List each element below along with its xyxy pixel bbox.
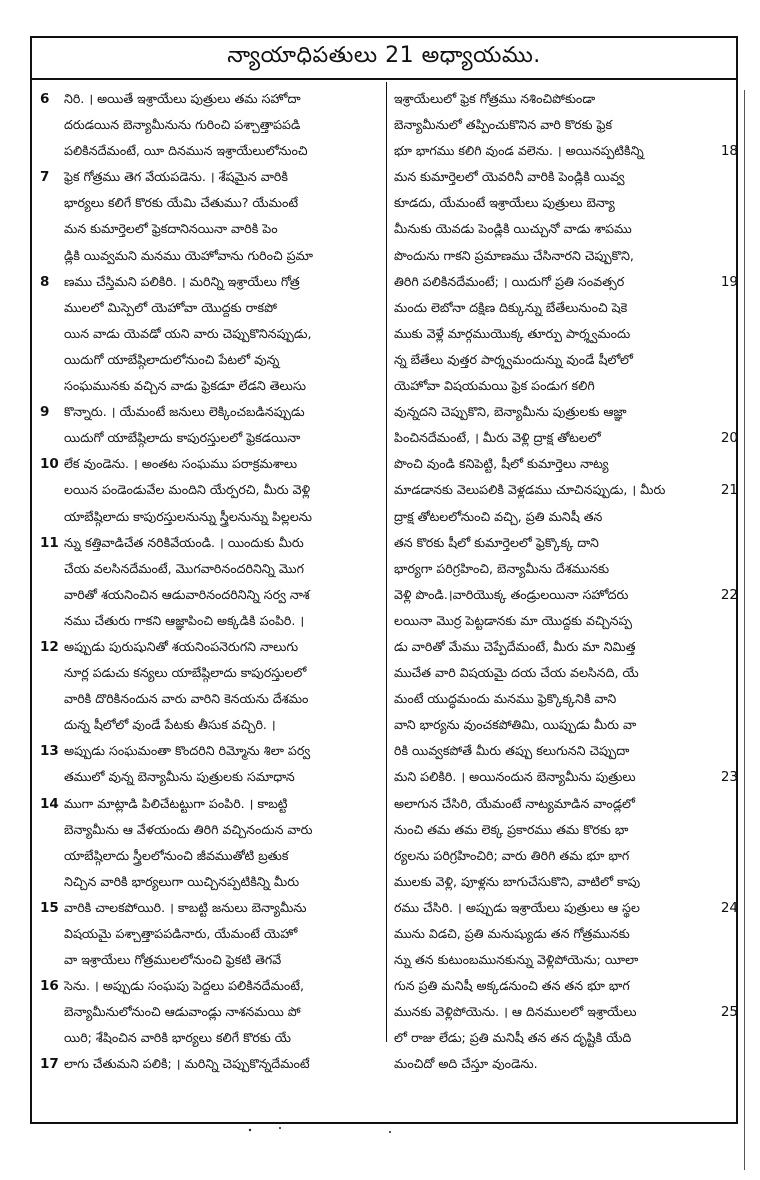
verse-line [40, 712, 380, 738]
verse-line [394, 947, 738, 973]
line-text: చేయ వలసినదేమంటే, మొగవారినందరినిన్ని మొగ [64, 560, 304, 576]
verse-line [394, 164, 738, 190]
verse-line [394, 764, 738, 790]
verse-number: 9 [40, 404, 50, 421]
verse-line [40, 112, 380, 138]
verse-line [394, 451, 738, 477]
line-text: వారితో శయనించిన ఆడువారినందరినిన్ని సర్వ నాశ [64, 586, 310, 602]
verse-line [394, 973, 738, 999]
verse-line [40, 477, 380, 503]
line-text: తన కొరకు షీలో కుమార్తెలలో ఫ్రెక్కొక్క దాని [394, 534, 599, 550]
verse-line [40, 582, 380, 608]
line-text: ర్యలను పరిగ్రహించిరి; వారు తిరిగి తమ భూ భాగ [394, 847, 630, 863]
verse-line [394, 582, 738, 608]
line-text: ముచేత వారి విషయమై దయ చేయ వలసినది, యే [394, 665, 639, 681]
line-text: వారికి దొరికినందున వారు వారిని కెనయను దేశమం [64, 691, 309, 707]
verse-line [394, 243, 738, 269]
line-text: యిరి; శేషించిన వారికి భార్యలు కలిగే కొరకు యే [64, 1030, 291, 1046]
line-text: రికి యివ్వకపోతే మీరు తప్పు కలుగునని చెప్పుదా [394, 743, 630, 759]
verse-line [40, 530, 380, 556]
line-text: యిదుగో యాబేష్గిలాదులోనుంచి పేటలో వున్న [64, 351, 280, 367]
verse-line [40, 999, 380, 1025]
verse-line [394, 921, 738, 947]
line-text: యాబేష్గిలాదు స్త్రీలలోనుంచి జీవముతోటి బ్రతుక [64, 847, 289, 863]
verse-line [394, 216, 738, 242]
verse-line [394, 373, 738, 399]
line-text: నుంచి తమ తమ లెక్క ప్రకారము తమ కొరకు భా [394, 821, 629, 837]
verse-line [394, 712, 738, 738]
line-text: వున్నదని చెప్పుకొని, బెన్యామీను పుత్రులకు ఆజ్ఞా [394, 404, 627, 420]
verse-line [40, 921, 380, 947]
verse-line [394, 269, 738, 295]
line-text: దరుడయిన బెన్యామీనును గురించి పశ్చాత్తాపపడి [64, 117, 301, 133]
verse-line [40, 269, 380, 295]
verse-number: 19 [720, 273, 738, 290]
line-text: లాగు చేతుమని పలికి; । మరిన్ని చెప్పుకొన్నదేమంటే [64, 1056, 310, 1072]
verse-line [40, 216, 380, 242]
line-text: మంచిదో అది చేస్తూ వుండెను. [394, 1056, 538, 1072]
verse-number: 24 [720, 899, 738, 916]
verse-line [394, 608, 738, 634]
line-text: మని పలికిరి. । అయినందున బెన్యామీను పుత్రులు [394, 769, 636, 785]
line-text: డు వారితో మేము చెప్పేదేమంటే, మీరు మా నిమిత్త [394, 638, 636, 654]
verse-line [394, 295, 738, 321]
print-specks [240, 1120, 440, 1140]
line-text: పొందును గాకని ప్రమాణము చేసినారని చెప్పుకొని, [394, 247, 634, 263]
line-text: యెహోవా విషయమయి ఫ్రెక పండుగ కలిగి [394, 378, 595, 394]
verse-line [40, 764, 380, 790]
verse-number: 8 [40, 273, 50, 290]
line-text: దున్న షీలోలో వుండే పేటకు తీసుక వచ్చిరి. । [64, 717, 276, 733]
verse-line [40, 895, 380, 921]
line-text: భార్యలు కలిగే కొరకు యేమి చేతుము? యేమంటే [64, 195, 299, 211]
verse-number: 20 [720, 430, 738, 447]
verse-line [394, 817, 738, 843]
line-text: బెన్యామీనులోనుంచి ఆడువాండ్లు నాశనమయి పో [64, 1004, 301, 1020]
line-text: యాబేష్గిలాదు కాపురస్తులనున్ను స్త్రీలనున్ను పిల్లలను [64, 508, 312, 524]
line-text: ఇశ్రాయేలులో ఫ్రెక గోత్రము నశించిపోకుండా [394, 91, 596, 106]
verse-line [40, 347, 380, 373]
verse-line [40, 504, 380, 530]
left-column [40, 86, 380, 1078]
verse-number: 6 [40, 91, 50, 107]
verse-line [40, 817, 380, 843]
verse-line [394, 634, 738, 660]
line-text: లేక వుండెను. । అంతట సంఘము పరాక్రమశాలు [64, 456, 298, 472]
verse-line [40, 1051, 380, 1077]
line-text: విషయమై పశ్చాత్తాపపడినారు, యేమంటే యెహో [64, 926, 298, 941]
right-column [394, 86, 738, 1078]
verse-number: 17 [40, 1056, 59, 1073]
verse-line [394, 660, 738, 686]
line-text: గున ప్రతి మనిషీ అక్కడనుంచి తన తన భూ భాగ [394, 978, 630, 994]
line-text: అలాగున చేసిరి, యేమంటే నాట్యమాడిన వాండ్లలో [394, 795, 636, 811]
line-text: పించినదేమంటే, । మీరు వెళ్లి ద్రాక్ష తోటలలో [394, 430, 601, 446]
verse-line [40, 399, 380, 425]
verse-line [40, 164, 380, 190]
verse-line [394, 1025, 738, 1051]
verse-line [40, 86, 380, 112]
verse-line [40, 634, 380, 660]
verse-number: 21 [720, 482, 738, 499]
verse-number: 10 [40, 456, 59, 473]
verse-line [40, 243, 380, 269]
line-text: కొన్నారు. । యేమంటే జనులు లెక్కించబడినప్పుడు [64, 404, 305, 420]
line-text: న్ను తన కుటుంబమునకున్ను వెళ్లిపోయెను; యీలా [394, 952, 639, 968]
line-text: నము చేతురు గాకని ఆజ్ఞాపించి అక్కడికి పంపిరి. । [64, 612, 305, 628]
line-text: మంటే యుద్ధమందు మనము ఫ్రెక్కొక్కనికి వాని [394, 691, 617, 707]
verse-line [40, 686, 380, 712]
line-text: నూర్ల పడుచు కన్యలు యాబేష్గిలాదు కాపురస్తులలో [64, 665, 307, 681]
line-text: సంఘమునకు వచ్చిన వాడు ఫ్రెకడూ లేడని తెలుసు [64, 378, 307, 394]
verse-line [40, 973, 380, 999]
line-text: భార్యగా పరిగ్రహించి, బెన్యామీను దేశమునకు [394, 560, 610, 576]
verse-line [40, 738, 380, 764]
line-text: పొంచి వుండి కనిపెట్టి, షీలో కుమార్తెలు నాట్య [394, 456, 609, 472]
line-text: బెన్యామీను ఆ వేళయందు తిరిగి వచ్చినందున వారు [64, 821, 313, 837]
line-text: తములో వున్న బెన్యామీను పుత్రులకు సమాధాన [64, 769, 295, 785]
verse-line [394, 321, 738, 347]
verse-line [40, 190, 380, 216]
verse-line [40, 321, 380, 347]
line-text: బెన్యామీనులో తప్పించుకొనిన వారి కొరకు ఫ్రెక [394, 117, 613, 133]
line-text: ణము చేస్తిమని పలికిరి. । మరిన్ని ఇశ్రాయేలు గోత్ర [64, 273, 300, 289]
verse-number: 11 [40, 534, 59, 551]
verse-line [40, 843, 380, 869]
line-text: లో రాజు లేడు; ప్రతి మనిషీ తన తన దృష్టికి యేది [394, 1030, 632, 1046]
line-text: ఫ్రెక గోత్రము తెగ వేయపడెను. । శేషమైన వారికి [64, 169, 288, 185]
page-title: న్యాయాధిపతులు 21 అధ్యాయము. [227, 43, 541, 68]
line-text: సెను. । అప్పుడు సంఘపు పెద్దలు పలికినదేమంటే, [64, 978, 305, 994]
verse-line [394, 869, 738, 895]
verse-line [40, 660, 380, 686]
line-text: మన కుమార్తెలలో యెవరినీ వారికి పెండ్లికి యివ్వ [394, 169, 625, 185]
line-text: అప్పుడు పురుషునితో శయనింపనెరుగని నాలుగు [64, 638, 299, 654]
verse-line [394, 425, 738, 451]
line-text: కూడదు, యేమంటే ఇశ్రాయేలు పుత్రులు బెన్యా [394, 195, 615, 211]
line-text: రము చేసిరి. । అప్పుడు ఇశ్రాయేలు పుత్రులు ఆ స్థల [394, 899, 640, 915]
line-text: వా ఇశ్రాయేలు గోత్రములలోనుంచి ఫ్రెకటి తెగవే [64, 952, 282, 968]
header [32, 38, 736, 80]
verse-line [40, 869, 380, 895]
verse-number: 22 [720, 586, 738, 603]
verse-line [394, 895, 738, 921]
verse-number: 13 [40, 743, 59, 760]
line-text: మునకు వెళ్లిపోయెను. । ఆ దినములలో ఇశ్రాయేలు [394, 1004, 637, 1020]
verse-line [40, 373, 380, 399]
line-text: పలికినదేమంటే, యీ దినమున ఇశ్రాయేలులోనుంచి [64, 143, 308, 159]
verse-line [394, 1051, 738, 1077]
line-text: లయినా మొర్ర పెట్టడానకు మా యొద్దకు వచ్చినప్ప [394, 612, 633, 628]
line-text: న్న బేతేలు వుత్తర పార్శ్వమందున్ను వుండే షీలోలో [394, 351, 633, 367]
verse-line [40, 425, 380, 451]
verse-line [394, 738, 738, 764]
verse-line [394, 347, 738, 373]
verse-number: 15 [40, 899, 59, 916]
line-text: అప్పుడు సంఘమంతా కొందరిని రిమ్మోను శిలా పర్వ [64, 743, 311, 759]
margin-rule [744, 90, 745, 1170]
verse-line [40, 947, 380, 973]
line-text: మాడడానకు వెలుపలికి వెళ్లడము చూచినప్పుడు, । మీరు [394, 482, 666, 498]
verse-number: 25 [720, 1004, 738, 1021]
line-text: మన కుమార్తెలలో ఫ్రెకదానినయినా వారికి పెం [64, 221, 278, 237]
line-text: డ్లికి యివ్వమని మనము యెహోవాను గురించి ప్రమా [64, 247, 313, 263]
line-text: వాని భార్యను వుంచకపోతిమి, యిప్పుడు మీరు వా [394, 717, 637, 733]
line-text: భూ భాగము కలిగి వుండ వలెను. । అయినప్పటికిన్ని [394, 143, 644, 159]
verse-line [40, 138, 380, 164]
line-text: యిదుగో యాబేష్గిలాదు కాపురస్తులలో ఫ్రెకడయినా [64, 430, 301, 446]
line-text: ములకు వెళ్లి, పూళ్లను బాగుచేసుకొని, వాటిలో కాపు [394, 873, 641, 889]
verse-line [40, 451, 380, 477]
column-divider [386, 82, 387, 1042]
verse-line [40, 1025, 380, 1051]
verse-line [394, 686, 738, 712]
verse-line [394, 86, 738, 112]
verse-line [40, 556, 380, 582]
line-text: ములలో మిస్పెలో యెహోవా యొద్దకు రాకపో [64, 299, 277, 315]
verse-line [394, 843, 738, 869]
line-text: ముకు వెళ్లే మార్గముయొక్క తూర్పు పార్శ్వమందు [394, 325, 631, 341]
verse-line [394, 399, 738, 425]
verse-line [40, 608, 380, 634]
verse-number: 16 [40, 978, 59, 995]
verse-number: 14 [40, 795, 59, 812]
line-text: వెళ్లి పొండి.।వారియొక్క తండ్రులయినా సహోదరు [394, 586, 629, 602]
verse-line [394, 999, 738, 1025]
verse-line [40, 295, 380, 321]
line-text: మును విడచి, ప్రతి మనుష్యుడు తన గోత్రమునకు [394, 926, 630, 941]
verse-number: 23 [720, 769, 738, 786]
verse-line [394, 190, 738, 216]
verse-number: 12 [40, 638, 59, 655]
verse-line [394, 138, 738, 164]
verse-line [394, 791, 738, 817]
line-text: నిచ్చిన వారికి భార్యలుగా యిచ్చినప్పటికిన్ని మీరు [64, 873, 300, 889]
line-text: నిరి. । అయితే ఇశ్రాయేలు పుత్రులు తమ సహోదా [64, 91, 301, 106]
line-text: న్ను కత్తివాడిచేత నరికివేయండి. । యిందుకు మీరు [64, 534, 304, 550]
verse-line [394, 530, 738, 556]
verse-line [394, 504, 738, 530]
line-text: మందు లెబోనా దక్షిణ దిక్కున్ను బేతేలునుంచి షెకె [394, 299, 628, 315]
line-text: యిన వాడు యెవడో యని వారు చెప్పుకొనినప్పుడు, [64, 325, 312, 341]
line-text: ద్రాక్ష తోటలలోనుంచి వచ్చి, ప్రతి మనిషీ తన [394, 508, 603, 524]
verse-number: 18 [720, 143, 738, 160]
line-text: తిరిగి పలికినదేమంటే; । యిదుగో ప్రతి సంవత్సర [394, 273, 625, 289]
verse-line [394, 556, 738, 582]
line-text: లయిన పండెండువేల మందిని యేర్పరచి, మీరు వెళ్లి [64, 482, 311, 498]
verse-line [394, 477, 738, 503]
line-text: ముగా మాట్లాడి పిలిచేటట్టుగా పంపిరి. । కాబట్టి [64, 795, 288, 811]
verse-line [40, 791, 380, 817]
verse-number: 7 [40, 169, 50, 186]
verse-line [394, 112, 738, 138]
line-text: వారికి చాలకపోయిరి. । కాబట్టి జనులు బెన్యామీను [64, 899, 307, 915]
line-text: మీనుకు యెవడు పెండ్లికి యిచ్చునో వాడు శాపము [394, 221, 632, 237]
